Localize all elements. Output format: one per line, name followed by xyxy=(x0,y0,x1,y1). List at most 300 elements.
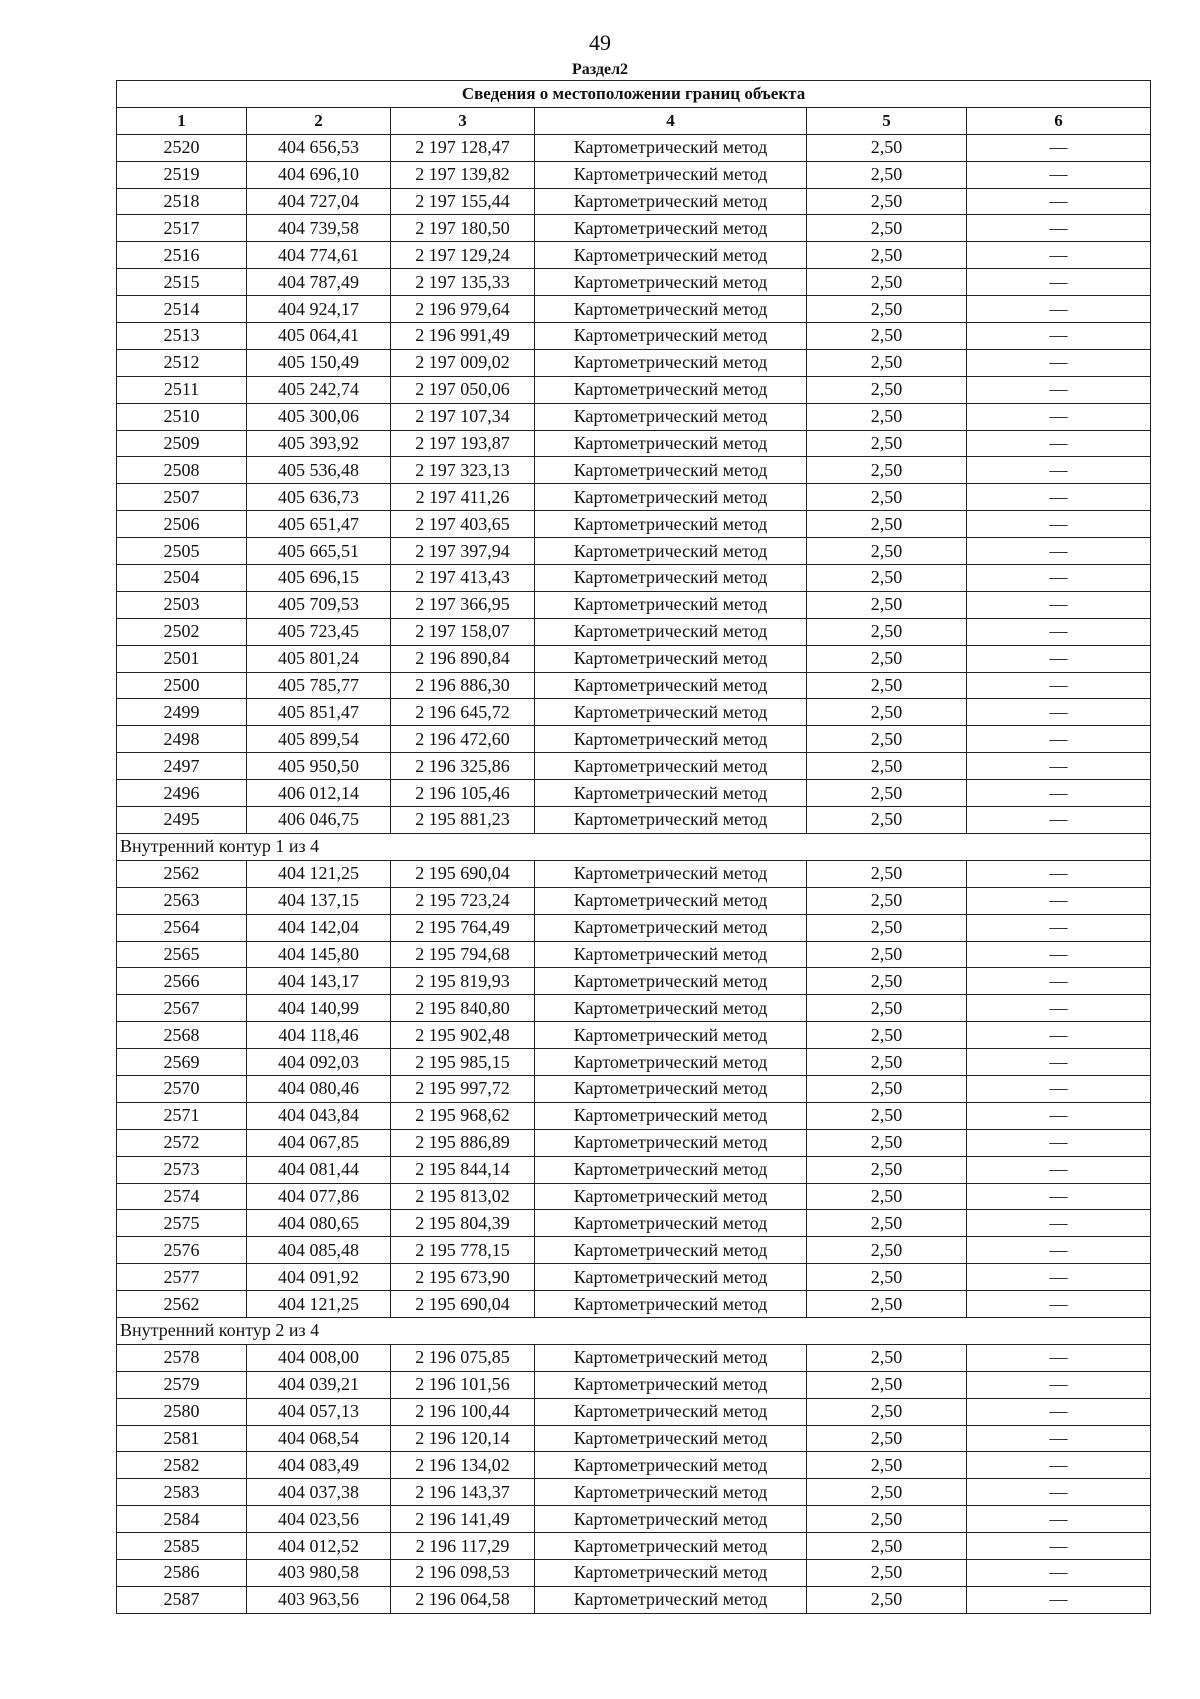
x-coordinate-cell: 404 023,56 xyxy=(247,1506,391,1533)
table-body xyxy=(117,81,1151,1614)
y-coordinate-cell: 2 197 158,07 xyxy=(391,618,535,645)
x-coordinate-cell: 404 656,53 xyxy=(247,134,391,161)
x-coordinate-cell: 404 137,15 xyxy=(247,887,391,914)
x-coordinate-cell: 405 709,53 xyxy=(247,591,391,618)
accuracy-cell: 2,50 xyxy=(807,1156,967,1183)
table-row xyxy=(117,296,1151,323)
table-row xyxy=(117,618,1151,645)
table-row xyxy=(117,1533,1151,1560)
table-row xyxy=(117,1156,1151,1183)
point-number-cell: 2517 xyxy=(117,215,247,242)
x-coordinate-cell: 404 739,58 xyxy=(247,215,391,242)
point-number-cell: 2562 xyxy=(117,1291,247,1318)
y-coordinate-cell: 2 196 117,29 xyxy=(391,1533,535,1560)
method-cell: Картометрический метод xyxy=(535,269,807,296)
description-cell: — xyxy=(967,1102,1151,1129)
y-coordinate-cell: 2 195 840,80 xyxy=(391,995,535,1022)
point-number-cell: 2582 xyxy=(117,1452,247,1479)
accuracy-cell: 2,50 xyxy=(807,1586,967,1613)
description-cell: — xyxy=(967,1291,1151,1318)
method-cell: Картометрический метод xyxy=(535,1210,807,1237)
table-row xyxy=(117,376,1151,403)
table-row xyxy=(117,1371,1151,1398)
table-row xyxy=(117,726,1151,753)
x-coordinate-cell: 404 083,49 xyxy=(247,1452,391,1479)
accuracy-cell: 2,50 xyxy=(807,1506,967,1533)
x-coordinate-cell: 404 774,61 xyxy=(247,242,391,269)
point-number-cell: 2503 xyxy=(117,591,247,618)
x-coordinate-cell: 403 963,56 xyxy=(247,1586,391,1613)
y-coordinate-cell: 2 195 723,24 xyxy=(391,887,535,914)
x-coordinate-cell: 404 145,80 xyxy=(247,941,391,968)
method-cell: Картометрический метод xyxy=(535,296,807,323)
y-coordinate-cell: 2 197 366,95 xyxy=(391,591,535,618)
x-coordinate-cell: 405 723,45 xyxy=(247,618,391,645)
accuracy-cell: 2,50 xyxy=(807,1371,967,1398)
y-coordinate-cell: 2 195 819,93 xyxy=(391,968,535,995)
accuracy-cell: 2,50 xyxy=(807,1237,967,1264)
accuracy-cell: 2,50 xyxy=(807,1102,967,1129)
accuracy-cell: 2,50 xyxy=(807,1129,967,1156)
table-row xyxy=(117,780,1151,807)
description-cell: — xyxy=(967,726,1151,753)
table-row xyxy=(117,887,1151,914)
accuracy-cell: 2,50 xyxy=(807,1425,967,1452)
y-coordinate-cell: 2 196 075,85 xyxy=(391,1344,535,1371)
point-number-cell: 2583 xyxy=(117,1479,247,1506)
y-coordinate-cell: 2 195 968,62 xyxy=(391,1102,535,1129)
description-cell: — xyxy=(967,1210,1151,1237)
accuracy-cell: 2,50 xyxy=(807,645,967,672)
x-coordinate-cell: 403 980,58 xyxy=(247,1559,391,1586)
method-cell: Картометрический метод xyxy=(535,1291,807,1318)
point-number-cell: 2512 xyxy=(117,349,247,376)
method-cell: Картометрический метод xyxy=(535,1479,807,1506)
point-number-cell: 2580 xyxy=(117,1398,247,1425)
x-coordinate-cell: 404 081,44 xyxy=(247,1156,391,1183)
x-coordinate-cell: 405 801,24 xyxy=(247,645,391,672)
y-coordinate-cell: 2 195 804,39 xyxy=(391,1210,535,1237)
accuracy-cell: 2,50 xyxy=(807,296,967,323)
method-cell: Картометрический метод xyxy=(535,780,807,807)
y-coordinate-cell: 2 197 009,02 xyxy=(391,349,535,376)
x-coordinate-cell: 404 077,86 xyxy=(247,1183,391,1210)
y-coordinate-cell: 2 195 690,04 xyxy=(391,860,535,887)
accuracy-cell: 2,50 xyxy=(807,1183,967,1210)
accuracy-cell: 2,50 xyxy=(807,1291,967,1318)
description-cell: — xyxy=(967,296,1151,323)
point-number-cell: 2586 xyxy=(117,1559,247,1586)
x-coordinate-cell: 405 651,47 xyxy=(247,511,391,538)
x-coordinate-cell: 404 085,48 xyxy=(247,1237,391,1264)
method-cell: Картометрический метод xyxy=(535,457,807,484)
accuracy-cell: 2,50 xyxy=(807,161,967,188)
accuracy-cell: 2,50 xyxy=(807,323,967,350)
table-row xyxy=(117,1425,1151,1452)
accuracy-cell: 2,50 xyxy=(807,269,967,296)
y-coordinate-cell: 2 196 101,56 xyxy=(391,1371,535,1398)
description-cell: — xyxy=(967,457,1151,484)
method-cell: Картометрический метод xyxy=(535,242,807,269)
table-row xyxy=(117,941,1151,968)
method-cell: Картометрический метод xyxy=(535,1264,807,1291)
table-row xyxy=(117,591,1151,618)
y-coordinate-cell: 2 197 413,43 xyxy=(391,565,535,592)
y-coordinate-cell: 2 195 997,72 xyxy=(391,1075,535,1102)
table-row xyxy=(117,1237,1151,1264)
method-cell: Картометрический метод xyxy=(535,591,807,618)
method-cell: Картометрический метод xyxy=(535,1156,807,1183)
x-coordinate-cell: 405 064,41 xyxy=(247,323,391,350)
method-cell: Картометрический метод xyxy=(535,215,807,242)
accuracy-cell: 2,50 xyxy=(807,618,967,645)
x-coordinate-cell: 404 696,10 xyxy=(247,161,391,188)
accuracy-cell: 2,50 xyxy=(807,403,967,430)
point-number-cell: 2518 xyxy=(117,188,247,215)
method-cell: Картометрический метод xyxy=(535,1237,807,1264)
accuracy-cell: 2,50 xyxy=(807,484,967,511)
method-cell: Картометрический метод xyxy=(535,753,807,780)
description-cell: — xyxy=(967,807,1151,834)
point-number-cell: 2585 xyxy=(117,1533,247,1560)
method-cell: Картометрический метод xyxy=(535,807,807,834)
description-cell: — xyxy=(967,1344,1151,1371)
y-coordinate-cell: 2 197 323,13 xyxy=(391,457,535,484)
x-coordinate-cell: 404 091,92 xyxy=(247,1264,391,1291)
contour-heading: Внутренний контур 1 из 4 xyxy=(117,833,1151,860)
accuracy-cell: 2,50 xyxy=(807,887,967,914)
accuracy-cell: 2,50 xyxy=(807,968,967,995)
table-caption: Сведения о местоположении границ объекта xyxy=(117,81,1151,108)
table-row xyxy=(117,968,1151,995)
point-number-cell: 2571 xyxy=(117,1102,247,1129)
table-row xyxy=(117,914,1151,941)
y-coordinate-cell: 2 196 105,46 xyxy=(391,780,535,807)
method-cell: Картометрический метод xyxy=(535,1533,807,1560)
method-cell: Картометрический метод xyxy=(535,1586,807,1613)
x-coordinate-cell: 405 636,73 xyxy=(247,484,391,511)
point-number-cell: 2500 xyxy=(117,672,247,699)
accuracy-cell: 2,50 xyxy=(807,1559,967,1586)
accuracy-cell: 2,50 xyxy=(807,188,967,215)
point-number-cell: 2581 xyxy=(117,1425,247,1452)
accuracy-cell: 2,50 xyxy=(807,1452,967,1479)
point-number-cell: 2496 xyxy=(117,780,247,807)
description-cell: — xyxy=(967,1129,1151,1156)
method-cell: Картометрический метод xyxy=(535,995,807,1022)
method-cell: Картометрический метод xyxy=(535,1425,807,1452)
accuracy-cell: 2,50 xyxy=(807,699,967,726)
point-number-cell: 2515 xyxy=(117,269,247,296)
method-cell: Картометрический метод xyxy=(535,430,807,457)
table-row xyxy=(117,1264,1151,1291)
table-row xyxy=(117,1049,1151,1076)
description-cell: — xyxy=(967,914,1151,941)
table-row xyxy=(117,1344,1151,1371)
description-cell: — xyxy=(967,1371,1151,1398)
table-row xyxy=(117,1183,1151,1210)
accuracy-cell: 2,50 xyxy=(807,430,967,457)
page-number: 49 xyxy=(589,30,611,55)
point-number-cell: 2570 xyxy=(117,1075,247,1102)
description-cell: — xyxy=(967,1264,1151,1291)
point-number-cell: 2564 xyxy=(117,914,247,941)
description-cell: — xyxy=(967,941,1151,968)
y-coordinate-cell: 2 197 139,82 xyxy=(391,161,535,188)
method-cell: Картометрический метод xyxy=(535,134,807,161)
method-cell: Картометрический метод xyxy=(535,323,807,350)
x-coordinate-cell: 404 092,03 xyxy=(247,1049,391,1076)
table-row xyxy=(117,672,1151,699)
description-cell: — xyxy=(967,134,1151,161)
column-header: 1 xyxy=(117,107,247,134)
method-cell: Картометрический метод xyxy=(535,538,807,565)
description-cell: — xyxy=(967,1075,1151,1102)
y-coordinate-cell: 2 195 844,14 xyxy=(391,1156,535,1183)
y-coordinate-cell: 2 197 193,87 xyxy=(391,430,535,457)
point-number-cell: 2568 xyxy=(117,1022,247,1049)
point-number-cell: 2565 xyxy=(117,941,247,968)
x-coordinate-cell: 404 043,84 xyxy=(247,1102,391,1129)
accuracy-cell: 2,50 xyxy=(807,1344,967,1371)
column-header: 2 xyxy=(247,107,391,134)
table-row xyxy=(117,430,1151,457)
method-cell: Картометрический метод xyxy=(535,860,807,887)
table-row xyxy=(117,161,1151,188)
accuracy-cell: 2,50 xyxy=(807,1533,967,1560)
point-number-cell: 2506 xyxy=(117,511,247,538)
x-coordinate-cell: 404 121,25 xyxy=(247,1291,391,1318)
accuracy-cell: 2,50 xyxy=(807,860,967,887)
table-row xyxy=(117,1506,1151,1533)
description-cell: — xyxy=(967,887,1151,914)
table-row xyxy=(117,860,1151,887)
y-coordinate-cell: 2 196 141,49 xyxy=(391,1506,535,1533)
method-cell: Картометрический метод xyxy=(535,1102,807,1129)
x-coordinate-cell: 404 727,04 xyxy=(247,188,391,215)
x-coordinate-cell: 405 665,51 xyxy=(247,538,391,565)
point-number-cell: 2566 xyxy=(117,968,247,995)
table-row xyxy=(117,1398,1151,1425)
method-cell: Картометрический метод xyxy=(535,403,807,430)
table-caption-row xyxy=(117,81,1151,108)
method-cell: Картометрический метод xyxy=(535,1398,807,1425)
section-title: Раздел2 xyxy=(571,61,629,78)
y-coordinate-cell: 2 196 143,37 xyxy=(391,1479,535,1506)
y-coordinate-cell: 2 196 472,60 xyxy=(391,726,535,753)
point-number-cell: 2587 xyxy=(117,1586,247,1613)
contour-heading-row xyxy=(117,1317,1151,1344)
method-cell: Картометрический метод xyxy=(535,1371,807,1398)
method-cell: Картометрический метод xyxy=(535,968,807,995)
table-row xyxy=(117,1452,1151,1479)
method-cell: Картометрический метод xyxy=(535,1022,807,1049)
y-coordinate-cell: 2 195 690,04 xyxy=(391,1291,535,1318)
accuracy-cell: 2,50 xyxy=(807,914,967,941)
x-coordinate-cell: 404 080,46 xyxy=(247,1075,391,1102)
table-row xyxy=(117,1559,1151,1586)
table-row xyxy=(117,323,1151,350)
accuracy-cell: 2,50 xyxy=(807,215,967,242)
description-cell: — xyxy=(967,323,1151,350)
description-cell: — xyxy=(967,1479,1151,1506)
y-coordinate-cell: 2 197 128,47 xyxy=(391,134,535,161)
x-coordinate-cell: 404 924,17 xyxy=(247,296,391,323)
description-cell: — xyxy=(967,511,1151,538)
table-row xyxy=(117,1102,1151,1129)
method-cell: Картометрический метод xyxy=(535,1506,807,1533)
x-coordinate-cell: 405 950,50 xyxy=(247,753,391,780)
y-coordinate-cell: 2 195 673,90 xyxy=(391,1264,535,1291)
x-coordinate-cell: 405 300,06 xyxy=(247,403,391,430)
method-cell: Картометрический метод xyxy=(535,1129,807,1156)
method-cell: Картометрический метод xyxy=(535,188,807,215)
description-cell: — xyxy=(967,1559,1151,1586)
y-coordinate-cell: 2 196 979,64 xyxy=(391,296,535,323)
method-cell: Картометрический метод xyxy=(535,1559,807,1586)
table-row xyxy=(117,403,1151,430)
table-row xyxy=(117,807,1151,834)
description-cell: — xyxy=(967,753,1151,780)
accuracy-cell: 2,50 xyxy=(807,726,967,753)
y-coordinate-cell: 2 195 881,23 xyxy=(391,807,535,834)
description-cell: — xyxy=(967,968,1151,995)
method-cell: Картометрический метод xyxy=(535,645,807,672)
y-coordinate-cell: 2 196 134,02 xyxy=(391,1452,535,1479)
method-cell: Картометрический метод xyxy=(535,1183,807,1210)
point-number-cell: 2507 xyxy=(117,484,247,511)
x-coordinate-cell: 405 150,49 xyxy=(247,349,391,376)
description-cell: — xyxy=(967,1533,1151,1560)
y-coordinate-cell: 2 197 403,65 xyxy=(391,511,535,538)
boundary-coordinates-table xyxy=(116,80,1151,1614)
accuracy-cell: 2,50 xyxy=(807,672,967,699)
x-coordinate-cell: 406 012,14 xyxy=(247,780,391,807)
table-row xyxy=(117,1129,1151,1156)
description-cell: — xyxy=(967,1049,1151,1076)
description-cell: — xyxy=(967,1022,1151,1049)
y-coordinate-cell: 2 196 645,72 xyxy=(391,699,535,726)
point-number-cell: 2573 xyxy=(117,1156,247,1183)
description-cell: — xyxy=(967,780,1151,807)
point-number-cell: 2572 xyxy=(117,1129,247,1156)
table-row xyxy=(117,538,1151,565)
description-cell: — xyxy=(967,188,1151,215)
y-coordinate-cell: 2 196 064,58 xyxy=(391,1586,535,1613)
point-number-cell: 2575 xyxy=(117,1210,247,1237)
x-coordinate-cell: 404 008,00 xyxy=(247,1344,391,1371)
y-coordinate-cell: 2 197 155,44 xyxy=(391,188,535,215)
table-header-row xyxy=(117,107,1151,134)
description-cell: — xyxy=(967,618,1151,645)
description-cell: — xyxy=(967,1586,1151,1613)
x-coordinate-cell: 404 143,17 xyxy=(247,968,391,995)
method-cell: Картометрический метод xyxy=(535,511,807,538)
y-coordinate-cell: 2 197 180,50 xyxy=(391,215,535,242)
table-row xyxy=(117,699,1151,726)
accuracy-cell: 2,50 xyxy=(807,1479,967,1506)
table-row xyxy=(117,215,1151,242)
description-cell: — xyxy=(967,699,1151,726)
x-coordinate-cell: 404 118,46 xyxy=(247,1022,391,1049)
accuracy-cell: 2,50 xyxy=(807,995,967,1022)
point-number-cell: 2562 xyxy=(117,860,247,887)
x-coordinate-cell: 404 140,99 xyxy=(247,995,391,1022)
description-cell: — xyxy=(967,645,1151,672)
description-cell: — xyxy=(967,1156,1151,1183)
y-coordinate-cell: 2 197 129,24 xyxy=(391,242,535,269)
table-row xyxy=(117,1075,1151,1102)
method-cell: Картометрический метод xyxy=(535,376,807,403)
method-cell: Картометрический метод xyxy=(535,1075,807,1102)
accuracy-cell: 2,50 xyxy=(807,376,967,403)
point-number-cell: 2567 xyxy=(117,995,247,1022)
point-number-cell: 2510 xyxy=(117,403,247,430)
y-coordinate-cell: 2 197 135,33 xyxy=(391,269,535,296)
accuracy-cell: 2,50 xyxy=(807,1264,967,1291)
table-row xyxy=(117,457,1151,484)
x-coordinate-cell: 404 080,65 xyxy=(247,1210,391,1237)
y-coordinate-cell: 2 196 890,84 xyxy=(391,645,535,672)
x-coordinate-cell: 404 012,52 xyxy=(247,1533,391,1560)
description-cell: — xyxy=(967,484,1151,511)
x-coordinate-cell: 404 037,38 xyxy=(247,1479,391,1506)
x-coordinate-cell: 405 242,74 xyxy=(247,376,391,403)
table-row xyxy=(117,1291,1151,1318)
point-number-cell: 2501 xyxy=(117,645,247,672)
table-row xyxy=(117,753,1151,780)
table-row xyxy=(117,1586,1151,1613)
point-number-cell: 2520 xyxy=(117,134,247,161)
point-number-cell: 2513 xyxy=(117,323,247,350)
y-coordinate-cell: 2 196 991,49 xyxy=(391,323,535,350)
point-number-cell: 2508 xyxy=(117,457,247,484)
method-cell: Картометрический метод xyxy=(535,1049,807,1076)
method-cell: Картометрический метод xyxy=(535,914,807,941)
method-cell: Картометрический метод xyxy=(535,618,807,645)
description-cell: — xyxy=(967,161,1151,188)
method-cell: Картометрический метод xyxy=(535,484,807,511)
accuracy-cell: 2,50 xyxy=(807,591,967,618)
x-coordinate-cell: 405 899,54 xyxy=(247,726,391,753)
point-number-cell: 2516 xyxy=(117,242,247,269)
contour-heading-row xyxy=(117,833,1151,860)
y-coordinate-cell: 2 197 411,26 xyxy=(391,484,535,511)
accuracy-cell: 2,50 xyxy=(807,780,967,807)
description-cell: — xyxy=(967,1452,1151,1479)
accuracy-cell: 2,50 xyxy=(807,511,967,538)
description-cell: — xyxy=(967,1398,1151,1425)
y-coordinate-cell: 2 195 778,15 xyxy=(391,1237,535,1264)
x-coordinate-cell: 404 787,49 xyxy=(247,269,391,296)
accuracy-cell: 2,50 xyxy=(807,941,967,968)
x-coordinate-cell: 405 536,48 xyxy=(247,457,391,484)
table-row xyxy=(117,565,1151,592)
description-cell: — xyxy=(967,349,1151,376)
description-cell: — xyxy=(967,430,1151,457)
point-number-cell: 2509 xyxy=(117,430,247,457)
description-cell: — xyxy=(967,565,1151,592)
y-coordinate-cell: 2 197 107,34 xyxy=(391,403,535,430)
x-coordinate-cell: 405 393,92 xyxy=(247,430,391,457)
y-coordinate-cell: 2 195 902,48 xyxy=(391,1022,535,1049)
table-row xyxy=(117,995,1151,1022)
x-coordinate-cell: 404 067,85 xyxy=(247,1129,391,1156)
description-cell: — xyxy=(967,1183,1151,1210)
point-number-cell: 2584 xyxy=(117,1506,247,1533)
table-row xyxy=(117,269,1151,296)
point-number-cell: 2504 xyxy=(117,565,247,592)
